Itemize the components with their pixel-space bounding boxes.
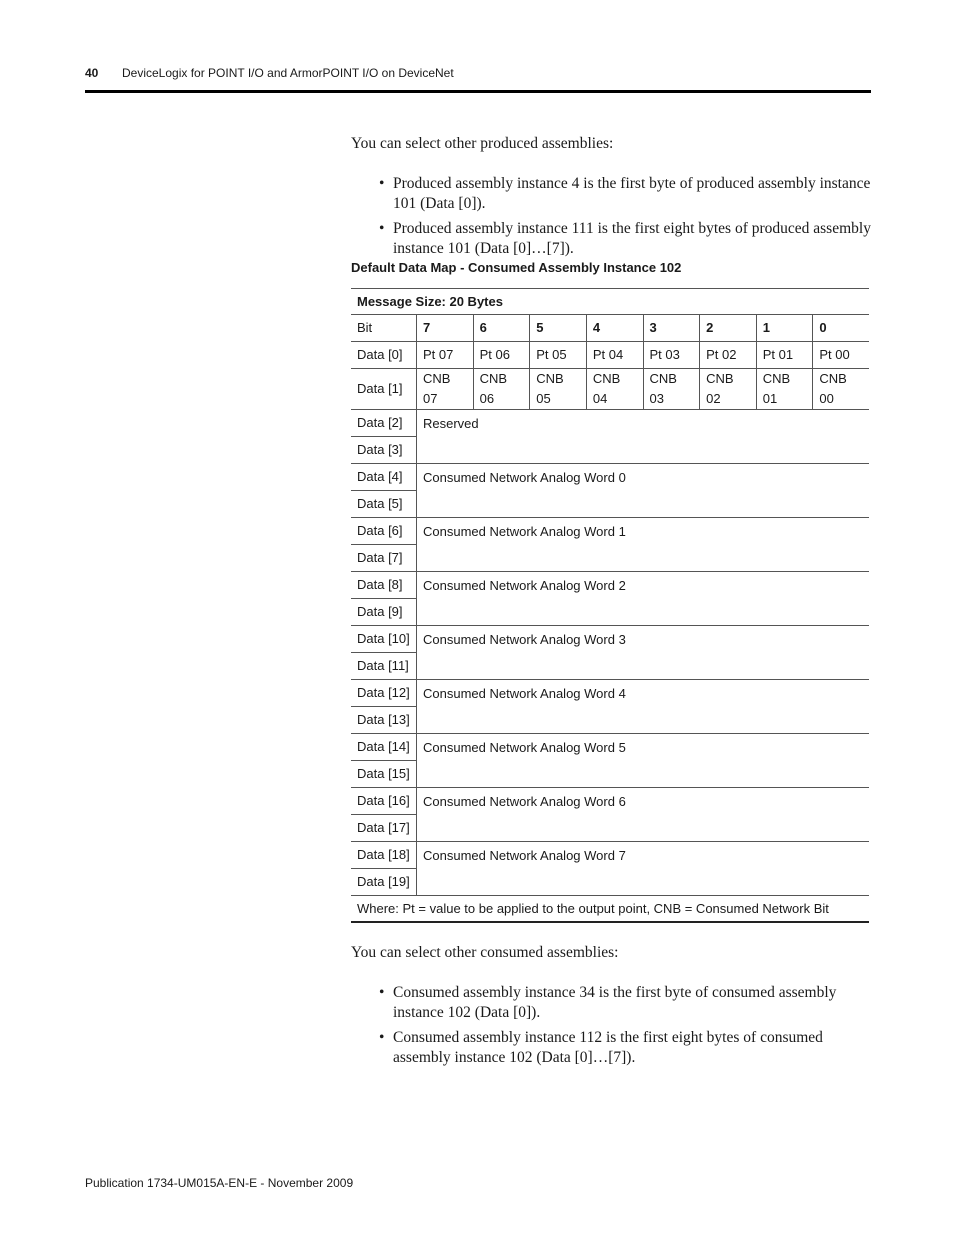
group-description: Consumed Network Analog Word 1 (417, 518, 870, 572)
table-row (351, 410, 869, 437)
row-label: Data [15] (351, 761, 417, 788)
consumed-bullet-list (351, 983, 871, 1068)
intro-consumed: You can select other consumed assemblies: (351, 944, 619, 961)
table-row (351, 734, 869, 761)
bit-header: 2 (700, 315, 757, 342)
running-title: DeviceLogix for POINT I/O and ArmorPOINT I/O on DeviceNet (122, 66, 454, 80)
row-label: Data [8] (351, 572, 417, 599)
bit-header: 0 (813, 315, 869, 342)
group-description: Reserved (417, 410, 870, 464)
bit-header: 5 (530, 315, 587, 342)
bit-cell: Pt 03 (643, 342, 700, 369)
row-label: Data [18] (351, 842, 417, 869)
row-label: Data [11] (351, 653, 417, 680)
table-row (351, 572, 869, 599)
group-description: Consumed Network Analog Word 3 (417, 626, 870, 680)
bit-cell: CNB 02 (700, 369, 757, 410)
list-item (351, 219, 871, 259)
bit-cell: CNB 05 (530, 369, 587, 410)
list-item (351, 174, 871, 214)
table-row (351, 518, 869, 545)
row-label: Data [12] (351, 680, 417, 707)
group-description: Consumed Network Analog Word 2 (417, 572, 870, 626)
table-row (351, 680, 869, 707)
table-caption-row (351, 289, 869, 315)
page-header (85, 66, 871, 93)
bit-label: Bit (351, 315, 417, 342)
list-item (351, 1028, 871, 1068)
table-row (351, 464, 869, 491)
produced-bullet-list (351, 174, 871, 259)
bit-header: 3 (643, 315, 700, 342)
row-label: Data [17] (351, 815, 417, 842)
group-description: Consumed Network Analog Word 7 (417, 842, 870, 896)
row-label: Data [16] (351, 788, 417, 815)
data-map-table (351, 288, 869, 923)
row-label: Data [2] (351, 410, 417, 437)
table-row (351, 626, 869, 653)
bullet-text: Produced assembly instance 4 is the first byte of produced assembly instance 101 (Data [0]). (393, 175, 871, 212)
table-row (351, 369, 869, 410)
bullet-text: Produced assembly instance 111 is the first eight bytes of produced assembly instance 101 (Data [0]…[7]). (393, 220, 871, 257)
table-title: Default Data Map - Consumed Assembly Instance 102 (351, 260, 682, 275)
bit-header: 4 (586, 315, 643, 342)
bit-header: 6 (473, 315, 530, 342)
bit-cell: CNB 03 (643, 369, 700, 410)
bit-cell: Pt 02 (700, 342, 757, 369)
bullet-icon: • (379, 1029, 385, 1046)
table-row (351, 342, 869, 369)
bit-cell: Pt 00 (813, 342, 869, 369)
table-note-row (351, 896, 869, 923)
row-label: Data [5] (351, 491, 417, 518)
bit-cell: Pt 06 (473, 342, 530, 369)
bit-header-row (351, 315, 869, 342)
table-row (351, 788, 869, 815)
page-footer: Publication 1734-UM015A-EN-E - November 2009 (85, 1176, 354, 1190)
row-label: Data [1] (351, 369, 417, 410)
bit-cell: CNB 07 (417, 369, 474, 410)
row-label: Data [6] (351, 518, 417, 545)
row-label: Data [9] (351, 599, 417, 626)
bit-cell: Pt 07 (417, 342, 474, 369)
table-row (351, 842, 869, 869)
group-description: Consumed Network Analog Word 4 (417, 680, 870, 734)
row-label: Data [19] (351, 869, 417, 896)
bit-cell: CNB 00 (813, 369, 869, 410)
row-label: Data [7] (351, 545, 417, 572)
main-content (351, 134, 871, 1073)
bullet-icon: • (379, 175, 385, 192)
row-label: Data [13] (351, 707, 417, 734)
list-item (351, 983, 871, 1023)
row-label: Data [10] (351, 626, 417, 653)
bit-cell: CNB 04 (586, 369, 643, 410)
bit-cell: CNB 01 (756, 369, 813, 410)
bullet-text: Consumed assembly instance 34 is the first byte of consumed assembly instance 102 (Data [0]). (393, 984, 837, 1021)
bullet-icon: • (379, 984, 385, 1001)
bullet-text: Consumed assembly instance 112 is the first eight bytes of consumed assembly instance 102 (Data [0]…[7]). (393, 1029, 823, 1066)
bit-header: 7 (417, 315, 474, 342)
row-label: Data [4] (351, 464, 417, 491)
group-description: Consumed Network Analog Word 0 (417, 464, 870, 518)
bit-cell: CNB 06 (473, 369, 530, 410)
row-label: Data [3] (351, 437, 417, 464)
table-caption: Message Size: 20 Bytes (351, 289, 869, 315)
group-description: Consumed Network Analog Word 5 (417, 734, 870, 788)
page-number: 40 (85, 66, 99, 80)
intro-produced: You can select other produced assemblies: (351, 135, 614, 152)
table-note: Where: Pt = value to be applied to the output point, CNB = Consumed Network Bit (351, 896, 869, 923)
row-label: Data [14] (351, 734, 417, 761)
bit-header: 1 (756, 315, 813, 342)
group-description: Consumed Network Analog Word 6 (417, 788, 870, 842)
bullet-icon: • (379, 220, 385, 237)
row-label: Data [0] (351, 342, 417, 369)
bit-cell: Pt 05 (530, 342, 587, 369)
bit-cell: Pt 04 (586, 342, 643, 369)
bit-cell: Pt 01 (756, 342, 813, 369)
